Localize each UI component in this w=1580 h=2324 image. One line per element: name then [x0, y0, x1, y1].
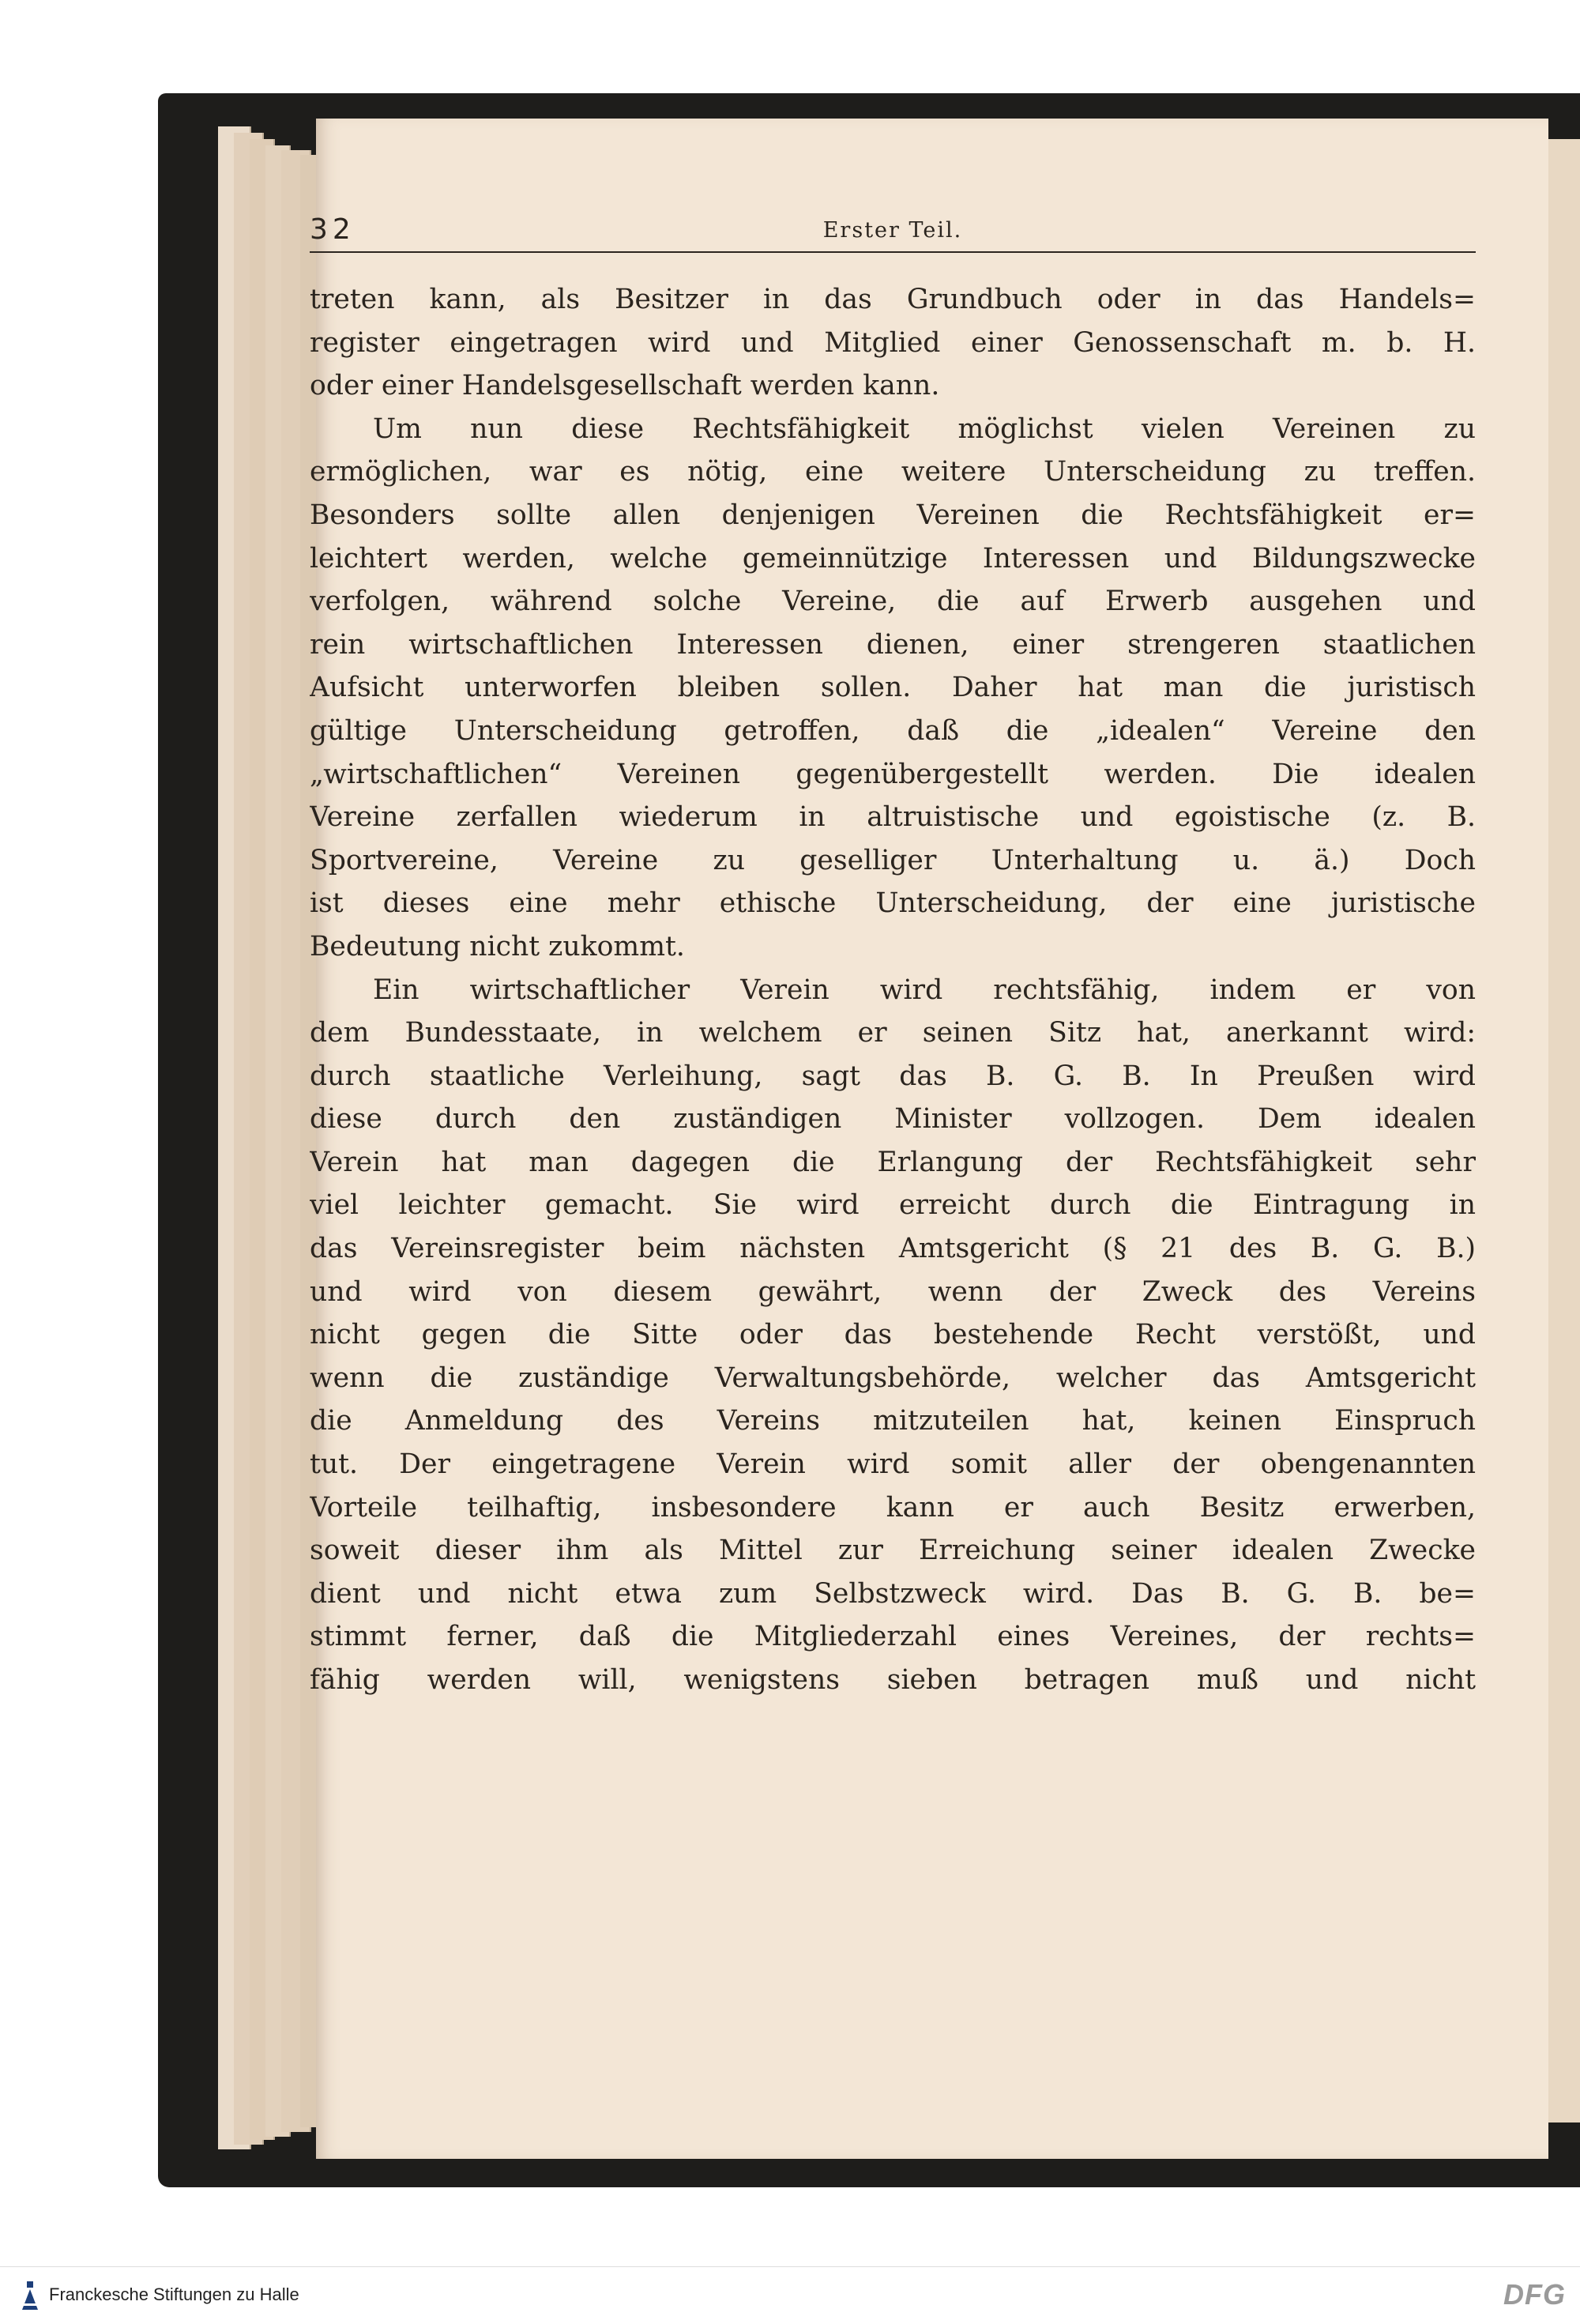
text-line: stimmt ferner, daß die Mitgliederzahl eines Vereines, der rechts= — [310, 1621, 1476, 1653]
page-header — [310, 207, 1476, 253]
running-head: Erster Teil. — [822, 218, 963, 243]
text-line: nicht gegen die Sitte oder das bestehende Recht verstößt, und — [310, 1319, 1476, 1351]
institution-name: Franckesche Stiftungen zu Halle — [49, 2284, 299, 2304]
text-line: dient und nicht etwa zum Selbstzweck wird. Das B. G. B. be= — [310, 1577, 1476, 1610]
text-line: register eingetragen wird und Mitglied einer Genossenschaft m. b. H. — [310, 326, 1476, 359]
text-line: leichtert werden, welche gemeinnützige Interessen und Bildungszwecke — [310, 542, 1476, 574]
text-line: viel leichter gemacht. Sie wird erreicht durch die Eintragung in — [310, 1189, 1476, 1222]
page-number: 32 — [310, 213, 356, 246]
dfg-logo: DFG — [1503, 2278, 1566, 2311]
text-line: Aufsicht unterworfen bleiben sollen. Daher hat man die juristisch — [310, 672, 1476, 704]
facing-page-edge — [1547, 139, 1580, 2122]
institution-logo-icon — [19, 2280, 41, 2311]
text-line: tut. Der eingetragene Verein wird somit aller der obengenannten — [310, 1448, 1476, 1481]
text-line: rein wirtschaftlichen Interessen dienen, einer strengeren staatlichen — [310, 628, 1476, 661]
text-line: fähig werden will, wenigstens sieben betragen muß und nicht — [310, 1664, 1476, 1696]
text-line: „wirtschaftlichen“ Vereinen gegenübergestellt werden. Die idealen — [310, 758, 1476, 790]
viewer-footer — [0, 2266, 1580, 2324]
text-line: soweit dieser ihm als Mittel zur Erreichung seiner idealen Zwecke — [310, 1535, 1476, 1567]
text-line: und wird von diesem gewährt, wenn der Zweck des Vereins — [310, 1275, 1476, 1308]
text-line: oder einer Handelsgesellschaft werden kann. — [310, 370, 940, 402]
text-line: Um nun diese Rechtsfähigkeit möglichst vielen Vereinen zu — [373, 412, 1476, 445]
text-line: dem Bundesstaate, in welchem er seinen Sitz hat, anerkannt wird: — [310, 1017, 1476, 1049]
text-line: ermöglichen, war es nötig, eine weitere Unterscheidung zu treffen. — [310, 456, 1476, 488]
text-line: Ein wirtschaftlicher Verein wird rechtsfähig, indem er von — [373, 974, 1476, 1006]
text-line: durch staatliche Verleihung, sagt das B. G. B. In Preußen wird — [310, 1060, 1476, 1092]
text-line: treten kann, als Besitzer in das Grundbuch oder in das Handels= — [310, 284, 1476, 315]
text-line: Verein hat man dagegen die Erlangung der Rechtsfähigkeit sehr — [310, 1146, 1476, 1178]
text-line: diese durch den zuständigen Minister vollzogen. Dem idealen — [310, 1103, 1476, 1136]
body-text — [310, 278, 1476, 1882]
text-line: die Anmeldung des Vereins mitzuteilen hat, keinen Einspruch — [310, 1405, 1476, 1437]
text-line: gültige Unterscheidung getroffen, daß die „idealen“ Vereine den — [310, 714, 1476, 747]
text-line: ist dieses eine mehr ethische Unterscheidung, der eine juristische — [310, 887, 1476, 920]
text-line: wenn die zuständige Verwaltungsbehörde, welcher das Amtsgericht — [310, 1362, 1476, 1394]
text-line: Sportvereine, Vereine zu geselliger Unterhaltung u. ä.) Doch — [310, 844, 1476, 876]
text-line: das Vereinsregister beim nächsten Amtsgericht (§ 21 des B. G. B.) — [310, 1233, 1476, 1265]
text-line: Vereine zerfallen wiederum in altruistische und egoistische (z. B. — [310, 801, 1476, 834]
text-line: Vorteile teilhaftig, insbesondere kann er auch Besitz erwerben, — [310, 1491, 1476, 1524]
text-line: verfolgen, während solche Vereine, die auf Erwerb ausgehen und — [310, 586, 1476, 618]
text-line: Besonders sollte allen denjenigen Vereinen die Rechtsfähigkeit er= — [310, 499, 1476, 531]
text-line: Bedeutung nicht zukommt. — [310, 930, 685, 962]
